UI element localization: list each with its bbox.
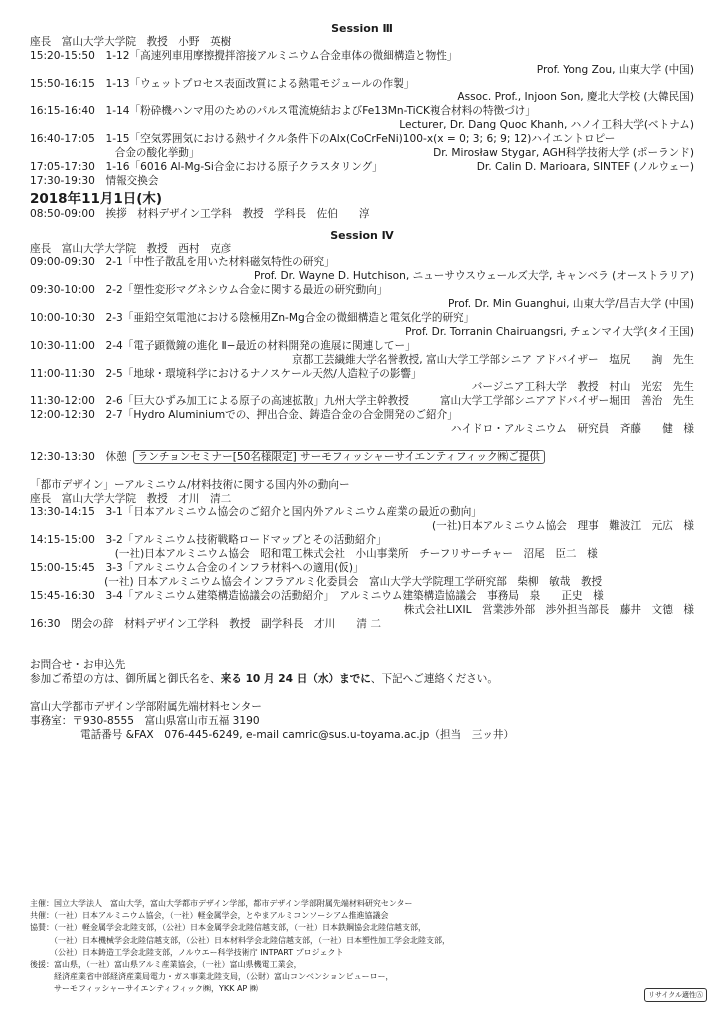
schedule-line xyxy=(30,284,694,298)
schedule-line xyxy=(30,562,694,576)
footer-line: （一社）日本機械学会北陸信越支部，（公社）日本材料学会北陸信越支部，（一社）日本塑性加工学会北陸支部， xyxy=(30,935,450,945)
contact-deadline: 来る 10 月 24 日（水）までに xyxy=(220,673,371,686)
schedule-line-right: Prof. Yong Zou, 山東大学 (中国) xyxy=(536,63,694,76)
schedule-line xyxy=(30,381,694,395)
schedule-line-right: Prof. Dr. Wayne D. Hutchison, ニューサウスウェールズ大学, キャンベラ (オーストラリア) xyxy=(254,270,694,283)
schedule-line-left: (一社)日本アルミニウム協会 昭和電工株式会社 小山事業所 チーフリサーチャー 沼尾 臣二 様 xyxy=(30,548,598,561)
footer-line: 主催：国立大学法人 富山大学，富山大学都市デザイン学部，都市デザイン学部附属先端材料研究センター xyxy=(30,899,413,908)
schedule-line-left: 09:30-10:00 2-2「塑性変形マグネシウム合金に関する最近の研究動向」 xyxy=(30,284,388,297)
schedule-line-left: 12:00-12:30 2-7「Hydro Aluminiumでの、押出合金、鋳造合金の合金開発のご紹介」 xyxy=(30,409,458,422)
contact-post: 、下記へご連絡ください。 xyxy=(370,673,498,686)
opening-remarks: 08:50-09:00 挨拶 材料デザイン工学科 教授 学科長 佐伯 淳 xyxy=(30,207,370,220)
schedule-line xyxy=(30,354,694,368)
recycle-badge: リサイクル適性Ⓐ xyxy=(644,988,707,1002)
schedule-line-right: (一社)日本アルミニウム協会 理事 難波江 元広 様 xyxy=(432,520,694,533)
schedule-line-left: 11:00-11:30 2-5「地球・環境科学におけるナノスケール天然/人造粒子の影響」 xyxy=(30,367,422,380)
schedule-line-right: バージニア工科大学 教授 村山 光宏 先生 xyxy=(471,381,694,394)
contact-heading: お問合せ・お申込先 xyxy=(30,659,126,672)
schedule-line-left: 合金の酸化挙動」 xyxy=(30,147,200,160)
schedule-line-left: 15:45-16:30 3-4「アルミニウム建築構造協議会の活動紹介」 アルミニウム建築構造協議会 事務局 泉 正史 様 xyxy=(30,589,604,602)
schedule-line-right: Lecturer, Dr. Dang Quoc Khanh, ハノイ工科大学(ベトナム) xyxy=(399,119,694,132)
footer-line: 後援：富山県，（一社）富山県アルミ産業協会，（一社）富山県機電工業会， xyxy=(30,959,302,969)
schedule-line-left: 14:15-15:00 3-2「アルミニウム技術戦略ロードマップとその活動紹介」 xyxy=(30,534,387,547)
schedule-line xyxy=(30,395,694,409)
organizers-footer xyxy=(30,898,694,996)
schedule-line xyxy=(30,576,694,590)
contact-instructions xyxy=(30,673,694,687)
schedule-line xyxy=(30,326,694,340)
schedule-line-left: 15:50-16:15 1-13「ウェットプロセス表面改質による熱電モジュールの作製」 xyxy=(30,77,415,90)
schedule-line-left: 16:15-16:40 1-14「粉砕機ハンマ用のためのパルス電流焼結およびFe13Mn-TiCK複合材料の特徴づけ」 xyxy=(30,105,536,118)
session4-schedule xyxy=(30,256,694,437)
schedule-line-right: Assoc. Prof., Injoon Son, 慶北大学校 (大韓民国) xyxy=(457,91,694,104)
center-name: 富山大学都市デザイン学部附属先端材料センター xyxy=(30,700,262,713)
schedule-line xyxy=(30,590,694,604)
session3-title: Session Ⅲ xyxy=(331,22,393,35)
schedule-line xyxy=(30,604,694,618)
session5-schedule xyxy=(30,506,694,631)
schedule-line xyxy=(30,50,694,64)
day2-date: 2018年11月1日(木) xyxy=(30,190,163,207)
schedule-line-right: Dr. Calin D. Marioara, SINTEF (ノルウェー) xyxy=(476,160,694,173)
schedule-line xyxy=(30,618,694,632)
schedule-line-left: 15:20-15:50 1-12「高速列車用摩擦攪拌溶接アルミニウム合金車体の微細構造と物性」 xyxy=(30,49,458,62)
lunch-line xyxy=(30,451,694,465)
schedule-line-left: 16:30 閉会の辞 材料デザイン工学科 教授 副学科長 才川 清 二 xyxy=(30,617,381,630)
schedule-line-left: 11:30-12:00 2-6「巨大ひずみ加工による原子の高速拡散」九州大学主幹教授 xyxy=(30,395,409,408)
schedule-line xyxy=(30,534,694,548)
schedule-line-right: ハイドロ・アルミニウム 研究員 斉藤 健 様 xyxy=(450,423,694,436)
schedule-line xyxy=(30,423,694,437)
session3-chair: 座長 富山大学大学院 教授 小野 英樹 xyxy=(30,35,232,48)
schedule-line xyxy=(30,78,694,92)
session3-schedule xyxy=(30,50,694,189)
schedule-line-left: 13:30-14:15 3-1「日本アルミニウム協会のご紹介と国内外アルミニウム産業の最近の動向」 xyxy=(30,506,482,519)
session4-title: Session Ⅳ xyxy=(330,228,394,242)
contact-tel-email: 電話番号 &FAX 076-445-6249, e-mail camric@sus.u-toyama.ac.jp（担当 三ッ井） xyxy=(80,728,515,741)
office-address: 事務室：〒930-8555 富山県富山市五福 3190 xyxy=(30,714,260,727)
schedule-line-left: 16:40-17:05 1-15「空気雰囲気における熱サイクル条件下のAlx(CoCrFeNi)100-x(x = 0; 3; 6; 9; 12)ハイエントロピー xyxy=(30,133,616,146)
schedule-line-right: 株式会社LIXIL 営業渉外部 渉外担当部長 藤井 文德 様 xyxy=(403,603,694,616)
schedule-line xyxy=(30,175,694,189)
schedule-line-left: 10:30-11:00 2-4「電子顕微鏡の進化 Ⅱ−最近の材料開発の進展に関連してー」 xyxy=(30,339,416,352)
schedule-line xyxy=(30,105,694,119)
schedule-line xyxy=(30,298,694,312)
session4-chair: 座長 富山大学大学院 教授 西村 克彦 xyxy=(30,242,232,255)
footer-line: 経済産業省中部経済産業局電力・ガス事業北陸支局，（公財）富山コンベンションビューロー， xyxy=(30,972,394,982)
schedule-line-left: 15:00-15:45 3-3「アルミニウム合金のインフラ材料への適用(仮)」 xyxy=(30,561,364,574)
schedule-line-left: (一社) 日本アルミニウム協会インフラアルミ化委員会 富山大学大学院理工学研究部 柴柳 敏哉 教授 xyxy=(30,575,603,588)
contact-pre: 参加ご希望の方は、御所属と御氏名を、 xyxy=(30,673,221,686)
schedule-line-right: 富山大学工学部シニアアドバイザー堀田 善治 先生 xyxy=(439,395,694,408)
schedule-line xyxy=(30,64,694,78)
session5-chair: 座長 富山大学大学院 教授 才川 清二 xyxy=(30,492,232,505)
program-page xyxy=(30,22,694,743)
schedule-line xyxy=(30,340,694,354)
schedule-line xyxy=(30,312,694,326)
schedule-line xyxy=(30,147,694,161)
schedule-line xyxy=(30,506,694,520)
schedule-line xyxy=(30,256,694,270)
schedule-line xyxy=(30,161,694,175)
schedule-line-right: Prof. Dr. Torranin Chairuangsri, チェンマイ大学(タイ王国) xyxy=(405,325,694,338)
footer-line: 共催：（一社）日本アルミニウム協会，（一社）軽金属学会，とやまアルミコンソーシアム推進協議会 xyxy=(30,911,389,921)
footer-line: 協賛：（一社）軽金属学会北陸支部，（公社）日本金属学会北陸信越支部，（一社）日本鉄鋼協会北陸信越支部， xyxy=(30,923,426,933)
schedule-line-right: Prof. Dr. Min Guanghui, 山東大学/昌吉大学 (中国) xyxy=(447,298,694,311)
schedule-line xyxy=(30,119,694,133)
schedule-line xyxy=(30,520,694,534)
schedule-line-left: 17:30-19:30 情報交換会 xyxy=(30,174,159,187)
session5-title: 「都市デザイン」ーアルミニウム/材料技術に関する国内外の動向ー xyxy=(30,478,350,491)
schedule-line xyxy=(30,91,694,105)
schedule-line xyxy=(30,368,694,382)
schedule-line xyxy=(30,409,694,423)
schedule-line-left: 17:05-17:30 1-16「6016 Al-Mg-Si合金における原子クラスタリング」 xyxy=(30,160,383,173)
schedule-line-right: Dr. Mirosław Stygar, AGH科学技術大学 (ポーランド) xyxy=(433,147,694,160)
luncheon-seminar-box: ランチョンセミナー[50名様限定] サーモフィッシャーサイエンティフィック㈱ご提供 xyxy=(133,450,545,464)
schedule-line-left: 09:00-09:30 2-1「中性子散乱を用いた材料磁気特性の研究」 xyxy=(30,256,335,269)
schedule-line xyxy=(30,548,694,562)
schedule-line xyxy=(30,133,694,147)
footer-line: （公社）日本鋳造工学会北陸支部，ノルウエー科学技術庁 INTPART プロジェクト xyxy=(30,947,344,957)
footer-line: サーモフィッシャーサイエンティフィック㈱，YKK AP ㈱ xyxy=(30,984,258,994)
schedule-line xyxy=(30,270,694,284)
lunch-time: 12:30-13:30 休憩 xyxy=(30,450,127,463)
schedule-line-left: 10:00-10:30 2-3「亜鉛空気電池における陰極用Zn-Mg合金の微細構造と電気化学的研究」 xyxy=(30,311,475,324)
schedule-line-right: 京都工芸繊維大学名誉教授, 富山大学工学部シニア アドバイザー 塩尻 詢 先生 xyxy=(292,353,694,366)
